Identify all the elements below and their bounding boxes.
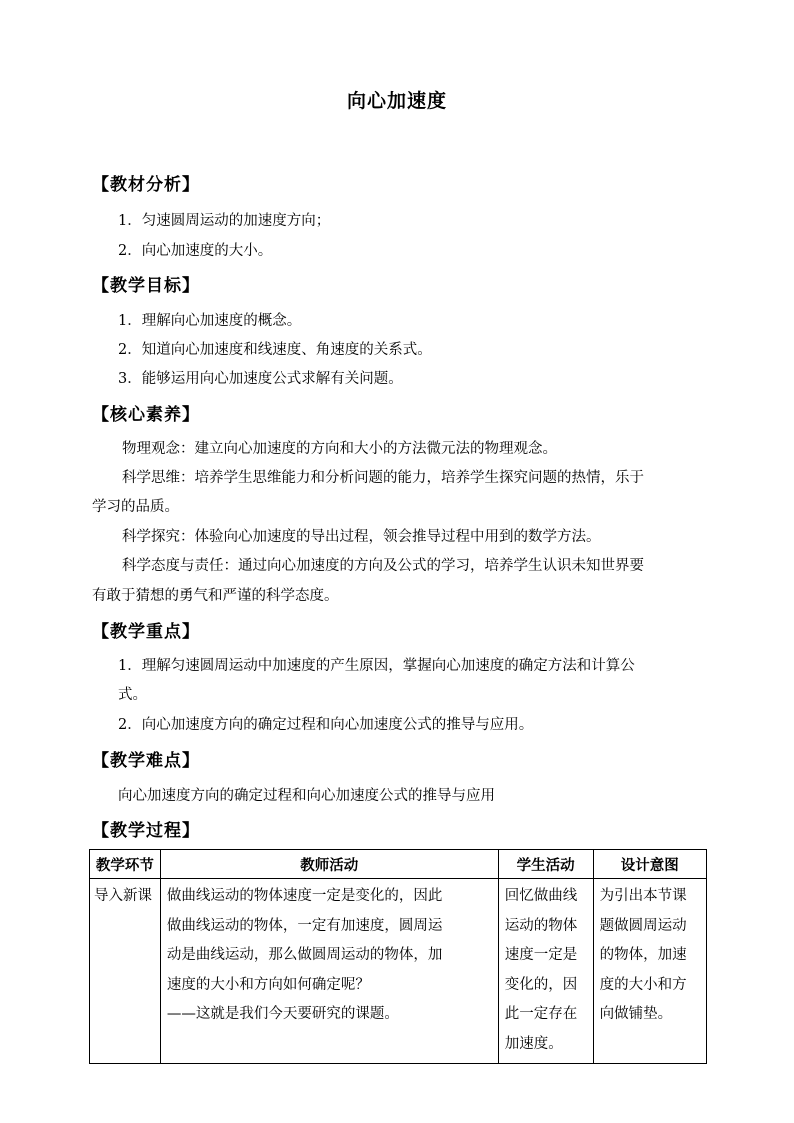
intent-line: 度的大小和方 [599,976,687,993]
teacher-line: 速度的大小和方向如何确定呢？ [166,976,370,993]
section-heading-difficulties: 【教学难点】 [92,751,200,771]
teacher-line: 动是曲线运动，那么做圆周运动的物体，加 [166,947,443,963]
column-header-stage: 教学环节 [90,850,161,879]
student-line: 加速度。 [504,1035,563,1052]
literacy-line: 科学态度与责任：通过向心加速度的方向及公式的学习，培养学生认识未知世界要 [122,558,644,574]
teacher-line: ——这就是我们今天要研究的课题。 [166,1006,399,1022]
teacher-line: 做曲线运动的物体速度一定是变化的，因此 [166,888,443,904]
cell-intent [593,879,706,1064]
analysis-item: 2．向心加速度的大小。 [118,243,273,259]
student-line: 运动的物体 [504,917,578,934]
student-line: 此一定存在 [504,1006,578,1022]
literacy-line: 物理观念：建立向心加速度的方向和大小的方法微元法的物理观念。 [122,441,557,457]
intent-line: 的物体，加速 [599,947,687,963]
process-table [89,849,707,1064]
key-point-line: 1．理解匀速圆周运动中加速度的产生原因，掌握向心加速度的确定方法和计算公 [118,658,635,674]
table-header-row [90,850,707,879]
literacy-line: 有敢于猜想的勇气和严谨的科学态度。 [92,588,339,604]
section-heading-key-points: 【教学重点】 [92,622,200,642]
cell-stage [90,879,161,1064]
goal-item: 1．理解向心加速度的概念。 [118,313,302,329]
stage-text: 导入新课 [94,888,152,904]
key-point-line: 2．向心加速度方向的确定过程和向心加速度公式的推导与应用。 [118,717,534,733]
column-header-intent: 设计意图 [593,850,706,879]
literacy-line: 科学探究：体验向心加速度的导出过程，领会推导过程中用到的数学方法。 [122,529,601,545]
section-heading-process: 【教学过程】 [92,821,200,841]
document-title: 向心加速度 [346,90,447,112]
key-point-line: 式。 [118,687,147,703]
student-line: 变化的，因 [504,976,578,993]
table-row [90,879,707,1064]
goal-item: 3．能够运用向心加速度公式求解有关问题。 [118,371,403,387]
literacy-line: 科学思维：培养学生思维能力和分析问题的能力，培养学生探究问题的热情，乐于 [122,470,644,486]
column-header-student: 学生活动 [498,850,593,879]
section-heading-goals: 【教学目标】 [92,276,200,296]
column-header-teacher: 教师活动 [160,850,498,879]
difficulties-text: 向心加速度方向的确定过程和向心加速度公式的推导与应用 [118,788,495,804]
section-heading-literacy: 【核心素养】 [92,405,200,425]
intent-line: 题做圆周运动 [599,917,687,934]
literacy-line: 学习的品质。 [92,499,179,515]
goal-item: 2．知道向心加速度和线速度、角速度的关系式。 [118,342,432,358]
analysis-item: 1．匀速圆周运动的加速度方向； [118,213,331,229]
intent-line: 向做铺垫。 [599,1006,673,1022]
cell-teacher [160,879,498,1064]
section-heading-analysis: 【教材分析】 [92,175,200,195]
teacher-line: 做曲线运动的物体，一定有加速度，圆周运 [166,917,443,934]
cell-student [498,879,593,1064]
student-line: 速度一定是 [504,947,578,963]
student-line: 回忆做曲线 [504,888,578,904]
intent-line: 为引出本节课 [599,888,687,904]
